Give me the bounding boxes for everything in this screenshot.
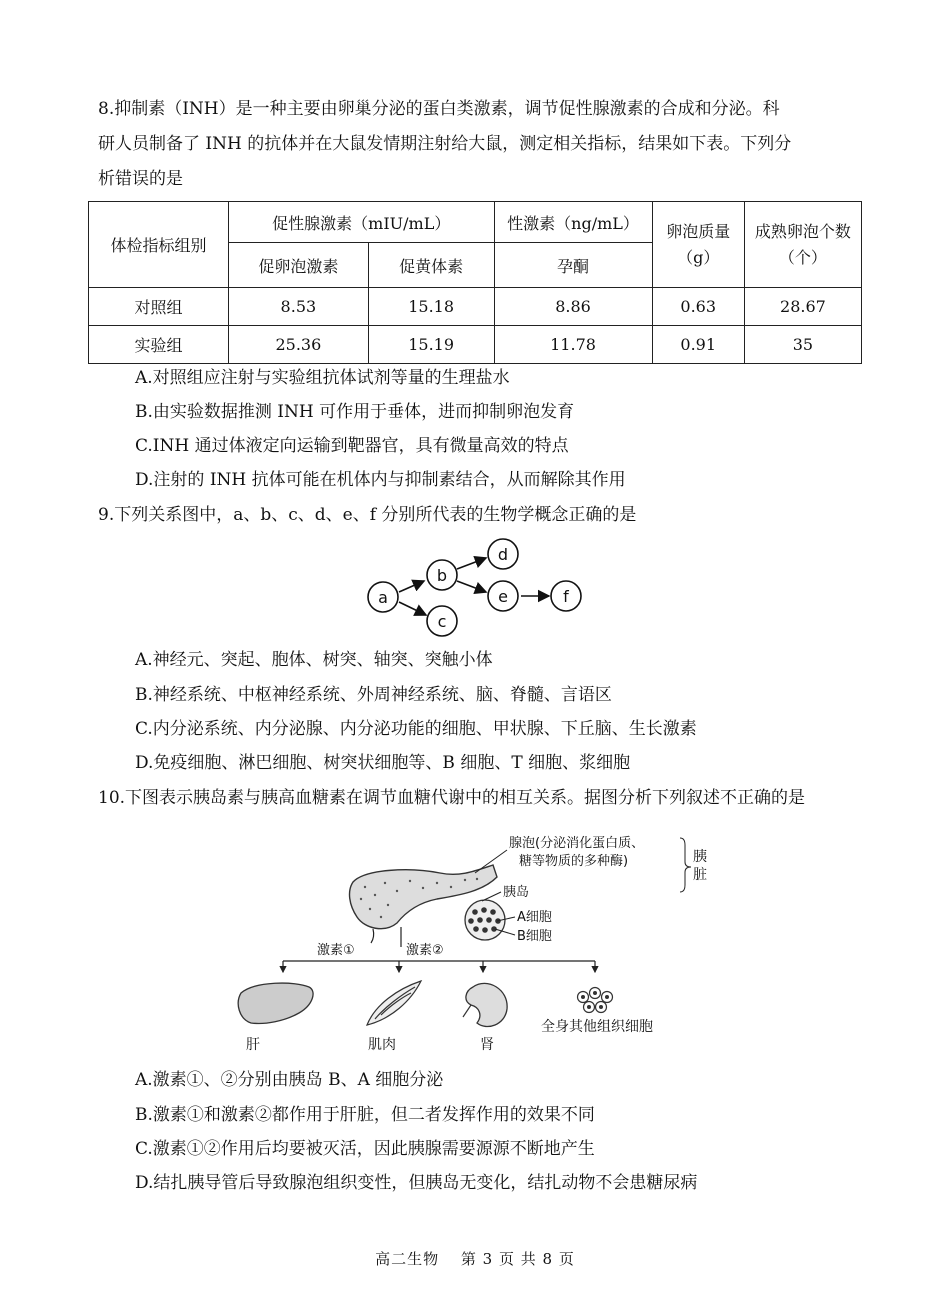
muscle-label: 肌肉	[368, 1037, 396, 1053]
pancreas-label-1: 胰	[693, 849, 707, 865]
acinus-label-line1: 腺泡(分泌消化蛋白质、	[509, 836, 645, 851]
node-a-label: a	[378, 588, 388, 607]
q10-pancreas-diagram	[225, 825, 725, 1060]
q8-stem-line-3: 析错误的是	[98, 169, 183, 189]
cell-fsh: 25.36	[229, 326, 369, 364]
b-cell-label: B细胞	[517, 929, 552, 944]
hormone-2-label: 激素②	[406, 943, 444, 958]
cell-progesterone: 8.86	[494, 288, 652, 326]
q9-stem: 9.下列关系图中，a、b、c、d、e、f 分别所代表的生物学概念正确的是	[98, 505, 637, 525]
node-f-label: f	[563, 587, 569, 606]
kidney-label: 肾	[480, 1037, 494, 1053]
row-group: 实验组	[89, 326, 229, 364]
subheader-progesterone: 孕酮	[494, 243, 652, 288]
table-corner-header: 体检指标组别	[89, 202, 229, 288]
header-gonadotropin: 促性腺激素（mIU/mL）	[229, 202, 495, 243]
q10-option-d: D.结扎胰导管后导致腺泡组织变性，但胰岛无变化，结扎动物不会患糖尿病	[135, 1173, 698, 1193]
kidney-icon	[466, 983, 507, 1026]
q8-option-b: B.由实验数据推测 INH 可作用于垂体，进而抑制卵泡发育	[135, 402, 575, 422]
q10-stem: 10.下图表示胰岛素与胰高血糖素在调节血糖代谢中的相互关系。据图分析下列叙述不正确的是	[98, 788, 806, 808]
cell-fsh: 8.53	[229, 288, 369, 326]
liver-label: 肝	[246, 1037, 260, 1053]
cell-lh: 15.18	[368, 288, 494, 326]
q9-option-b: B.神经系统、中枢神经系统、外周神经系统、脑、脊髓、言语区	[135, 685, 612, 705]
header-follicle-mass: 卵泡质量（g）	[652, 202, 744, 288]
arrow-b-e	[457, 581, 486, 592]
q8-data-table	[88, 201, 862, 364]
cell-follicle-mass: 0.63	[652, 288, 744, 326]
q10-option-c: C.激素①②作用后均要被灭活，因此胰腺需要源源不断地产生	[135, 1139, 595, 1159]
islet-label: 胰岛	[503, 885, 530, 900]
subheader-fsh: 促卵泡激素	[229, 243, 369, 288]
page-footer: 高二生物 第 3 页 共 8 页	[375, 1250, 575, 1268]
q9-option-c: C.内分泌系统、内分泌腺、内分泌功能的细胞、甲状腺、下丘脑、生长激素	[135, 719, 697, 739]
q8-stem-line-2: 研人员制备了 INH 的抗体并在大鼠发情期注射给大鼠，测定相关指标，结果如下表。下列分	[98, 134, 792, 154]
cell-mature-count: 35	[744, 326, 861, 364]
table-row	[89, 326, 862, 364]
arrow-a-c	[399, 602, 426, 615]
cell-follicle-mass: 0.91	[652, 326, 744, 364]
cell-progesterone: 11.78	[494, 326, 652, 364]
arrow-a-b	[399, 581, 424, 592]
q10-option-b: B.激素①和激素②都作用于肝脏，但二者发挥作用的效果不同	[135, 1105, 595, 1125]
acinus-label-line2: 糖等物质的多种酶)	[519, 854, 629, 869]
other-cells-label: 全身其他组织细胞	[541, 1019, 653, 1035]
q8-option-a: A.对照组应注射与实验组抗体试剂等量的生理盐水	[135, 368, 510, 388]
arrow-b-d	[457, 558, 486, 569]
q9-concept-diagram	[355, 535, 595, 640]
pancreas-label-2: 脏	[693, 867, 707, 883]
q9-option-a: A.神经元、突起、胞体、树突、轴突、突触小体	[135, 650, 493, 670]
cell-lh: 15.19	[368, 326, 494, 364]
header-sex-hormone: 性激素（ng/mL）	[494, 202, 652, 243]
cell-mature-count: 28.67	[744, 288, 861, 326]
hormone-1-label: 激素①	[317, 943, 355, 958]
liver-icon	[238, 983, 313, 1023]
header-mature-follicle-count: 成熟卵泡个数（个）	[744, 202, 861, 288]
q9-option-d: D.免疫细胞、淋巴细胞、树突状细胞等、B 细胞、T 细胞、浆细胞	[135, 753, 631, 773]
q8-stem-line-1: 8.抑制素（INH）是一种主要由卵巢分泌的蛋白类激素，调节促性腺激素的合成和分泌。科	[98, 99, 780, 119]
row-group: 对照组	[89, 288, 229, 326]
node-c-label: c	[437, 612, 447, 631]
subheader-lh: 促黄体素	[368, 243, 494, 288]
table-row	[89, 288, 862, 326]
muscle-icon	[367, 981, 421, 1025]
a-cell-label: A细胞	[517, 910, 552, 925]
node-e-label: e	[498, 587, 508, 606]
q8-option-d: D.注射的 INH 抗体可能在机体内与抑制素结合，从而解除其作用	[135, 470, 626, 490]
node-d-label: d	[497, 545, 509, 564]
node-b-label: b	[436, 566, 448, 585]
q10-option-a: A.激素①、②分别由胰岛 B、A 细胞分泌	[135, 1070, 444, 1090]
q8-option-c: C.INH 通过体液定向运输到靶器官，具有微量高效的特点	[135, 436, 569, 456]
